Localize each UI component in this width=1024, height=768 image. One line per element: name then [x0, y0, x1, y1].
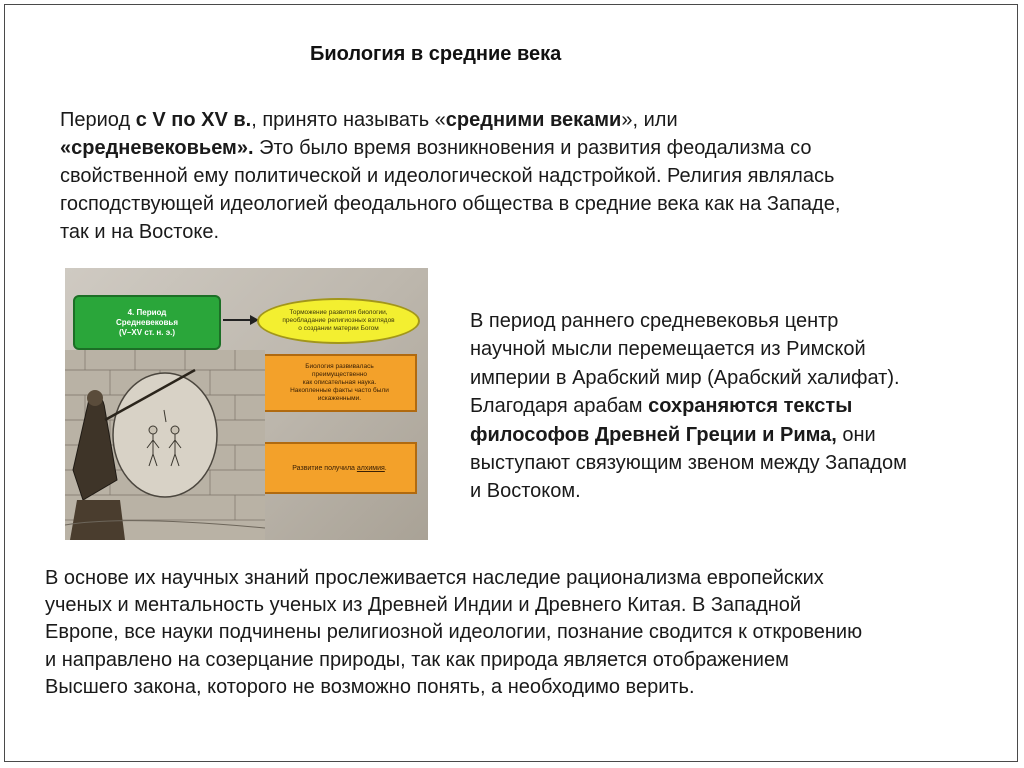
bottom-line-3: Европе, все науки подчинены религиозной идеологии, познание сводится к откровению — [45, 621, 863, 644]
arab-line-7: и Востоком. — [470, 480, 581, 503]
slide-title: Биология в средние века — [310, 43, 562, 65]
bottom-line-2: ученых и ментальность ученых из Древней Индии и Древнего Китая. В Западной — [45, 594, 802, 617]
yellow-ellipse: Торможение развития биологии, преобладание религиозных взглядов о создании материи Богом — [257, 298, 420, 344]
period-green-box: 4. Период Средневековья (V–XV ст. н. э.) — [73, 295, 221, 350]
intro-line-3: свойственной ему политической и идеологической надстройкой. Религия являлась — [60, 165, 835, 187]
bottom-line-1: В основе их научных знаний прослеживается наследие рационализма европейских — [45, 567, 824, 589]
arab-line-2: научной мысли перемещается из Римской — [470, 338, 866, 361]
intro-line-5: так и на Востоке. — [60, 221, 219, 243]
medieval-diagram-image — [65, 268, 428, 540]
slide — [4, 4, 1018, 762]
orange-box-alchemy: Развитие получила алхимия. — [262, 442, 417, 494]
bottom-line-5: Высшего закона, которого не возможно понять, а необходимо верить. — [45, 675, 695, 698]
engraving-illustration — [65, 350, 265, 540]
arab-line-3: империи в Арабский мир (Арабский халифат). — [470, 366, 900, 389]
orange-box-description: Биология развивалась преимущественно как описательная наука. Накопленные факты часто были искаженными. — [262, 354, 417, 412]
intro-line-1: Период с V по XV в., принято называть «средними веками», или — [60, 109, 678, 131]
arab-line-6: выступают связующим звеном между Западом — [470, 452, 907, 475]
intro-paragraph — [60, 106, 980, 246]
bottom-paragraph — [45, 565, 995, 701]
arab-paragraph — [470, 307, 970, 506]
intro-line-4: господствующей идеологией феодального общества в средние века как на Западе, — [60, 193, 841, 215]
arrow-icon — [223, 315, 259, 325]
arab-line-5: философов Древней Греции и Рима, они — [470, 423, 876, 446]
intro-line-2: «средневековьем». Это было время возникновения и развития феодализма со — [60, 137, 812, 159]
arab-line-1: В период раннего средневековья центр — [470, 310, 839, 332]
arab-line-4: Благодаря арабам сохраняются тексты — [470, 395, 853, 418]
bottom-line-4: и направлено на созерцание природы, так как природа является отображением — [45, 648, 789, 671]
